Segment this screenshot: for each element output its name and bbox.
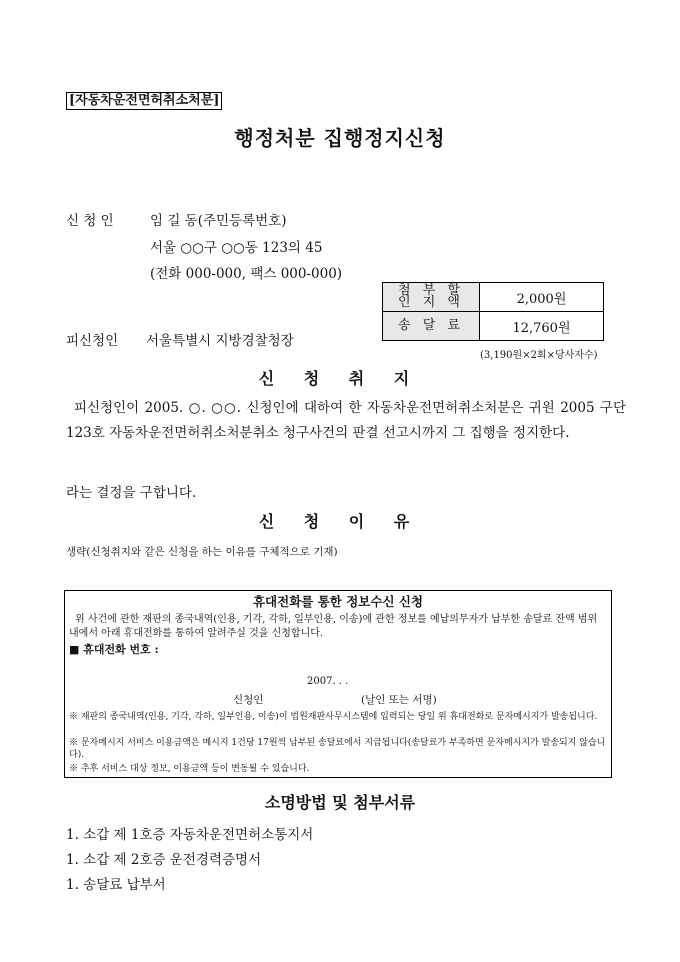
service-fee-value: 12,760원: [480, 312, 604, 341]
signature-date: 2007. . .: [307, 676, 349, 687]
applicant-address: 서울 ○○구 ○○동 123의 45: [150, 240, 323, 256]
document-type-tag: [자동차운전면허취소처분]: [66, 92, 222, 110]
stamp-fee-label: [383, 283, 480, 312]
purpose-closing: 라는 결정을 구합니다.: [66, 485, 197, 501]
stamp-fee-value: 2,000원: [480, 283, 604, 312]
purpose-body: 피신청인이 2005. ○. ○○. 신청인에 대하여 한 자동차운전면허취소처분은 귀원 2005 구단123호 자동차운전면허취소처분취소 청구사건의 판결 선고시까지 그 집행을 정지한다.: [66, 400, 626, 441]
stamp-fee-label-line2: 인 지 액: [398, 295, 464, 310]
applicant-label: 신 청 인: [66, 213, 114, 229]
evidence-item-1: 1. 소갑 제 1호증 자동차운전면허소통지서: [66, 827, 314, 843]
stamp-fee-row: [383, 283, 604, 312]
mobile-note-1: ※ 재판의 종국내역(인용, 기각, 각하, 일부인용, 이송)이 법원재판사무시스템에 입력되는 당일 위 휴대전화로 문자메시지가 발송됩니다.: [69, 712, 598, 722]
purpose-heading: 신 청 취 지: [258, 369, 422, 388]
evidence-item-2: 1. 소갑 제 2호증 운전경력증명서: [66, 852, 262, 868]
service-fee-label: 송 달 료: [383, 312, 480, 341]
evidence-heading: 소명방법 및 첨부서류: [264, 793, 416, 812]
applicant-contact: (전화 000-000, 팩스 000-000): [150, 266, 343, 282]
fee-table: [382, 282, 604, 341]
respondent-label: 피신청인: [66, 333, 119, 349]
stamp-fee-label-line1: 첨 부 할: [398, 283, 464, 298]
reason-body: 생략(신청취지와 같은 신청을 하는 이유를 구체적으로 기재): [66, 546, 338, 558]
evidence-item-3: 1. 송달료 납부서: [66, 877, 166, 893]
phone-number-label[interactable]: ■ 휴대전화 번호 :: [69, 643, 159, 656]
respondent-name: 서울특별시 지방경찰청장: [146, 333, 294, 349]
fee-note: (3,190원×2회×당사자수): [480, 350, 598, 361]
applicant-name: 임 길 동(주민등록번호): [150, 213, 287, 229]
reason-heading: 신 청 이 유: [258, 512, 422, 531]
mobile-box-title: 휴대전화를 통한 정보수신 신청: [252, 594, 424, 609]
mobile-note-2: ※ 문자메시지 서비스 이용금액은 메시지 1건당 17원씩 납부된 송달료에서 지급됩니다(송달료가 부족하면 문자메시지가 발송되지 않습니다).: [69, 738, 606, 760]
mobile-box-body: 위 사건에 관한 재판의 종국내역(인용, 기각, 각하, 일부인용, 이송)에 관한 정보를 예납의무자가 납부한 송달료 잔액 범위 내에서 아래 휴대전화를 통하여 알려주실 것을 신청합니다.: [69, 614, 598, 639]
mobile-note-3: ※ 추후 서비스 대상 정보, 이용금액 등이 변동될 수 있습니다.: [69, 764, 310, 774]
signature-hint: (날인 또는 서명): [361, 694, 437, 706]
mobile-notification-box: [64, 590, 612, 778]
service-fee-row: [383, 312, 604, 341]
signer-label: 신청인: [233, 694, 264, 706]
document-title: 행정처분 집행정지신청: [234, 126, 446, 150]
